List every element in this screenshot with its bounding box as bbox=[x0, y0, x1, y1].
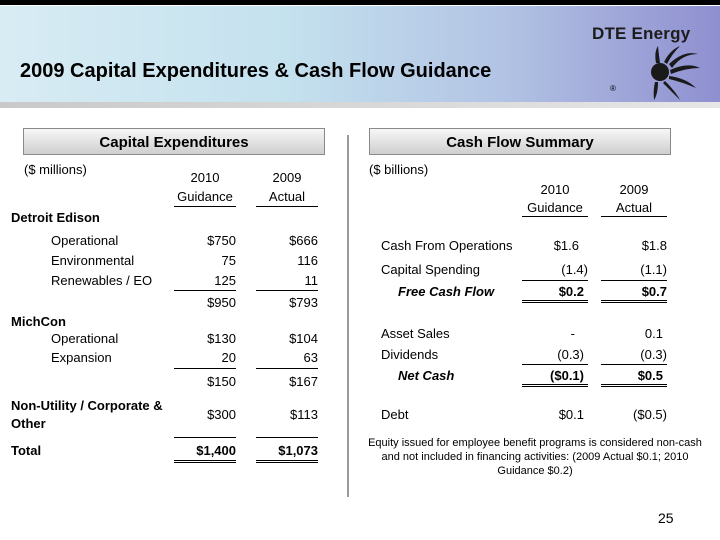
subtotal-rule bbox=[256, 368, 318, 369]
capex-row-2009: 11 bbox=[304, 273, 318, 288]
cf-row-label: Asset Sales bbox=[381, 326, 450, 341]
cf-row-2009: (1.1) bbox=[640, 262, 667, 277]
cashflow-section-header: Cash Flow Summary bbox=[369, 128, 671, 155]
capex-row-2010: $130 bbox=[207, 331, 236, 346]
cf-row-2009: 0.1 bbox=[644, 326, 663, 341]
net-cash-2010: ($0.1) bbox=[550, 368, 584, 383]
de-subtotal-2009: $793 bbox=[289, 295, 318, 310]
cashflow-units: ($ billions) bbox=[369, 162, 429, 177]
total-label: Total bbox=[11, 443, 42, 458]
cf-row-2010: - bbox=[570, 326, 575, 341]
subtotal-rule bbox=[174, 368, 236, 369]
capex-row-label: Expansion bbox=[51, 350, 112, 365]
page-number: 25 bbox=[658, 510, 674, 526]
nonutility-label-line2: Other bbox=[11, 416, 46, 431]
net-cash-label: Net Cash bbox=[398, 368, 455, 383]
total-2009: $1,073 bbox=[278, 443, 318, 458]
mc-subtotal-2009: $167 bbox=[289, 374, 318, 389]
cf-col-2010-type: Guidance bbox=[527, 200, 583, 215]
cf-subtotal-rule bbox=[601, 364, 667, 365]
net-cash-2009: $0.5 bbox=[637, 368, 663, 383]
cf-row-2010: (1.4) bbox=[561, 262, 588, 277]
dte-sun-logo-icon bbox=[636, 44, 702, 100]
capex-row-label: Environmental bbox=[51, 253, 135, 268]
cf-header-underline bbox=[522, 216, 588, 217]
capex-row-2010: $750 bbox=[207, 233, 236, 248]
total-double-rule bbox=[256, 460, 318, 463]
cf-double-rule bbox=[601, 384, 667, 387]
capex-col-2010-year: 2010 bbox=[190, 170, 220, 185]
capex-row-2010: 125 bbox=[214, 273, 236, 288]
capex-row-label: Renewables / EO bbox=[51, 273, 153, 288]
mc-subtotal-2010: $150 bbox=[207, 374, 236, 389]
cf-double-rule bbox=[522, 384, 588, 387]
cf-subtotal-rule bbox=[522, 364, 588, 365]
cf-col-2010-year: 2010 bbox=[540, 182, 570, 197]
subtotal-rule bbox=[256, 290, 318, 291]
debt-label: Debt bbox=[381, 407, 409, 422]
detroit-edison-heading: Detroit Edison bbox=[11, 210, 100, 225]
cf-row-2010: (0.3) bbox=[557, 347, 584, 362]
capex-row-2010: 20 bbox=[221, 350, 236, 365]
free-cash-flow-2009: $0.7 bbox=[641, 284, 667, 299]
cf-col-2009-year: 2009 bbox=[619, 182, 649, 197]
michcon-heading: MichCon bbox=[11, 314, 66, 329]
equity-footnote: Equity issued for employee benefit programs is considered non-cash and not included in financing activities: (2009 Actual $0.1; 2010 Guidance $0.2) bbox=[368, 437, 702, 477]
capex-header-underline bbox=[174, 206, 236, 207]
cf-row-2009: $1.8 bbox=[641, 238, 667, 253]
total-rule bbox=[256, 437, 318, 438]
capex-units: ($ millions) bbox=[24, 162, 87, 177]
cf-row-label: Cash From Operations bbox=[381, 238, 513, 253]
cf-row-label: Capital Spending bbox=[381, 262, 481, 277]
nonutility-label-line1: Non-Utility / Corporate & bbox=[11, 398, 163, 413]
nonutility-2010: $300 bbox=[207, 407, 236, 422]
cf-row-label: Dividends bbox=[381, 347, 439, 362]
debt-2009: ($0.5) bbox=[633, 407, 667, 422]
capex-row-label: Operational bbox=[51, 233, 119, 248]
capex-section-header: Capital Expenditures bbox=[23, 128, 325, 155]
de-subtotal-2010: $950 bbox=[207, 295, 236, 310]
brand-logo-text: DTE Energy bbox=[592, 24, 691, 43]
capex-row-2009: $104 bbox=[289, 331, 318, 346]
capex-col-2009-year: 2009 bbox=[272, 170, 302, 185]
debt-2010: $0.1 bbox=[558, 407, 584, 422]
cf-subtotal-rule bbox=[522, 280, 588, 281]
header-divider bbox=[0, 102, 720, 108]
column-divider bbox=[347, 135, 349, 497]
capex-row-2010: 75 bbox=[221, 253, 236, 268]
top-rule bbox=[0, 0, 720, 5]
capex-row-2009: $666 bbox=[289, 233, 318, 248]
cf-header-underline bbox=[601, 216, 667, 217]
cf-subtotal-rule bbox=[601, 280, 667, 281]
capex-col-2009-type: Actual bbox=[268, 189, 306, 204]
free-cash-flow-label: Free Cash Flow bbox=[398, 284, 495, 299]
capex-header-underline bbox=[256, 206, 318, 207]
cf-double-rule bbox=[522, 300, 588, 303]
cf-double-rule bbox=[601, 300, 667, 303]
subtotal-rule bbox=[174, 290, 236, 291]
cf-row-2009: (0.3) bbox=[640, 347, 667, 362]
cf-col-2009-type: Actual bbox=[615, 200, 653, 215]
free-cash-flow-2010: $0.2 bbox=[558, 284, 584, 299]
capex-col-2010-type: Guidance bbox=[177, 189, 233, 204]
trademark-mark: ® bbox=[610, 84, 616, 93]
total-rule bbox=[174, 437, 236, 438]
cf-row-2010: $1.6 bbox=[553, 238, 579, 253]
total-double-rule bbox=[174, 460, 236, 463]
capex-row-label: Operational bbox=[51, 331, 119, 346]
total-2010: $1,400 bbox=[196, 443, 236, 458]
nonutility-2009: $113 bbox=[290, 407, 318, 422]
capex-row-2009: 116 bbox=[297, 253, 318, 268]
capex-row-2009: 63 bbox=[303, 350, 318, 365]
page-title: 2009 Capital Expenditures & Cash Flow Guidance bbox=[20, 60, 492, 82]
